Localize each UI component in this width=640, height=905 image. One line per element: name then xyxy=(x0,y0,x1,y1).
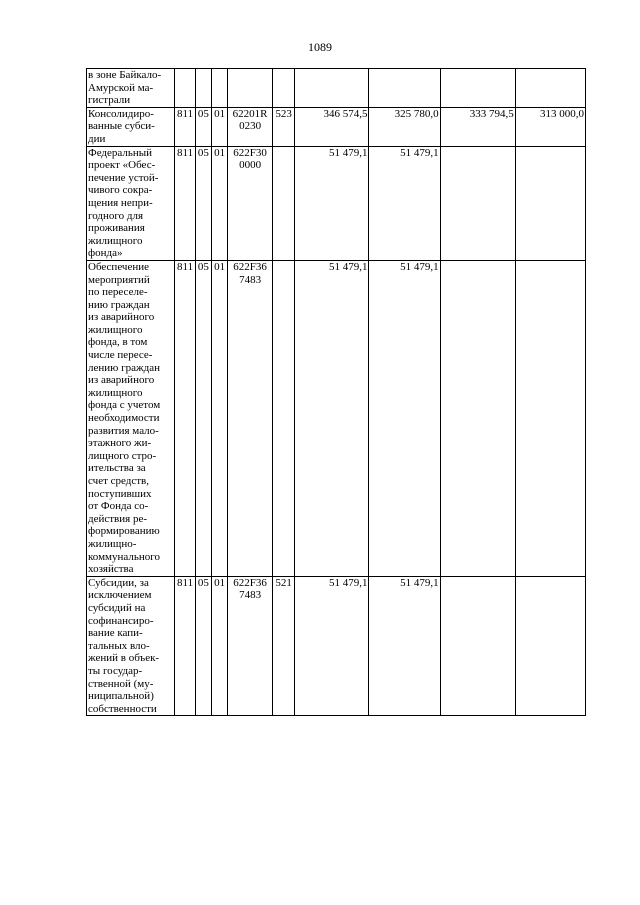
amount-cell-4 xyxy=(515,576,585,716)
table-row-consolidated-subsidies xyxy=(87,107,586,146)
row-name-line: ительства за xyxy=(88,462,146,475)
ministry-code-cell: 811 xyxy=(175,260,195,576)
budget-table xyxy=(86,68,586,716)
amount-cell-4 xyxy=(515,69,585,108)
amount-cell-3: 333 794,5 xyxy=(440,107,515,146)
target-article-line: 7483 xyxy=(239,589,262,602)
expense-type-cell: 523 xyxy=(272,107,294,146)
section-code-cell: 05 xyxy=(195,576,211,716)
row-name-line: лищного стро- xyxy=(88,449,157,462)
target-article-line: 622F30 xyxy=(233,146,267,159)
row-name-line: хозяйства xyxy=(88,563,134,576)
row-name-line: гистрали xyxy=(88,94,131,107)
target-article-line: 622F36 xyxy=(233,576,267,589)
row-name-line: исключением xyxy=(88,589,152,602)
expense-type-cell xyxy=(272,260,294,576)
row-name-line: ственной (му- xyxy=(88,677,154,690)
amount-cell-3 xyxy=(440,146,515,260)
expense-type-cell xyxy=(272,69,294,108)
expense-type-cell xyxy=(272,146,294,260)
subsection-code-cell: 01 xyxy=(211,107,227,146)
amount-cell-1: 51 479,1 xyxy=(295,146,369,260)
row-name-line: от Фонда со- xyxy=(88,500,149,513)
table-row-federal-project xyxy=(87,146,586,260)
row-name-line: этажного жи- xyxy=(88,437,152,450)
amount-cell-1: 51 479,1 xyxy=(295,260,369,576)
amount-cell-4: 313 000,0 xyxy=(515,107,585,146)
row-name-line: жений в объек- xyxy=(88,652,160,665)
row-name-line: печение устой- xyxy=(88,171,159,184)
row-name-line: Федеральный xyxy=(88,146,153,159)
row-name-line: жилищного xyxy=(88,234,143,247)
row-name-line: вание капи- xyxy=(88,627,143,640)
amount-cell-2: 325 780,0 xyxy=(369,107,440,146)
row-name-line: из аварийного xyxy=(88,311,155,324)
target-article-cell xyxy=(228,260,273,576)
row-name-line: мероприятий xyxy=(88,273,150,286)
row-name-cell xyxy=(87,146,175,260)
target-article-line: 0000 xyxy=(239,159,262,172)
ministry-code-cell: 811 xyxy=(175,107,195,146)
amount-cell-4 xyxy=(515,260,585,576)
row-name-line: дии xyxy=(88,132,106,145)
amount-cell-2: 51 479,1 xyxy=(369,146,440,260)
target-article-line: 622F36 xyxy=(233,260,267,273)
target-article-cell xyxy=(228,69,273,108)
amount-cell-2: 51 479,1 xyxy=(369,576,440,716)
ministry-code-cell: 811 xyxy=(175,576,195,716)
row-name-line: годного для xyxy=(88,209,144,222)
amount-cell-2 xyxy=(369,69,440,108)
amount-cell-3 xyxy=(440,576,515,716)
table-row-resettlement-measures xyxy=(87,260,586,576)
row-name-cell xyxy=(87,69,175,108)
amount-cell-2: 51 479,1 xyxy=(369,260,440,576)
row-name-line: поступивших xyxy=(88,487,152,500)
row-name-line: фонда» xyxy=(88,247,123,260)
row-name-line: по переселе- xyxy=(88,286,148,299)
section-code-cell: 05 xyxy=(195,260,211,576)
row-name-line: счет средств, xyxy=(88,475,149,487)
target-article-cell xyxy=(228,146,273,260)
subsection-code-cell: 01 xyxy=(211,576,227,716)
row-name-line: собственности xyxy=(88,702,157,715)
amount-cell-1: 51 479,1 xyxy=(295,576,369,716)
expense-type-cell: 521 xyxy=(272,576,294,716)
row-name-line: чивого сокра- xyxy=(88,184,153,197)
subsection-code-cell: 01 xyxy=(211,146,227,260)
row-name-line: ты государ- xyxy=(88,664,143,677)
row-name-line: нию граждан xyxy=(88,298,150,311)
ministry-code-cell: 811 xyxy=(175,146,195,260)
row-name-line: жилищного xyxy=(88,386,143,399)
row-name-line: действия ре- xyxy=(88,512,147,525)
row-name-line: жилищно- xyxy=(88,537,137,550)
target-article-line: 7483 xyxy=(239,273,262,286)
row-name-line: проект «Обес- xyxy=(88,159,156,172)
section-code-cell: 05 xyxy=(195,107,211,146)
row-name-line: в зоне Байкало- xyxy=(88,69,162,81)
row-name-line: щения непри- xyxy=(88,196,153,209)
amount-cell-3 xyxy=(440,260,515,576)
table-row-baikal-amur xyxy=(87,69,586,108)
row-name-line: фонда, в том xyxy=(88,336,148,349)
subsection-code-cell xyxy=(211,69,227,108)
row-name-cell xyxy=(87,576,175,716)
row-name-line: ниципальной) xyxy=(88,690,154,703)
target-article-line: 0230 xyxy=(239,120,262,133)
row-name-line: Субсидии, за xyxy=(88,576,149,589)
section-code-cell xyxy=(195,69,211,108)
row-name-line: субсидий на xyxy=(88,601,146,614)
amount-cell-1: 346 574,5 xyxy=(295,107,369,146)
row-name-line: развития мало- xyxy=(88,424,159,437)
ministry-code-cell xyxy=(175,69,195,108)
row-name-line: тальных вло- xyxy=(88,639,150,652)
section-code-cell: 05 xyxy=(195,146,211,260)
row-name-line: проживания xyxy=(88,222,145,235)
row-name-line: софинансиро- xyxy=(88,614,154,627)
row-name-line: фонда с учетом xyxy=(88,399,161,412)
row-name-cell xyxy=(87,260,175,576)
row-name-line: ванные субси- xyxy=(88,120,155,133)
row-name-line: Амурской ма- xyxy=(88,81,154,94)
target-article-line: 62201R xyxy=(232,107,268,120)
row-name-line: лению граждан xyxy=(88,361,160,374)
subsection-code-cell: 01 xyxy=(211,260,227,576)
amount-cell-1 xyxy=(295,69,369,108)
target-article-cell xyxy=(228,107,273,146)
row-name-line: необходимости xyxy=(88,412,160,425)
row-name-line: формированию xyxy=(88,525,160,538)
table-row-subsidies-excluding xyxy=(87,576,586,716)
row-name-cell xyxy=(87,107,175,146)
row-name-line: числе пересе- xyxy=(88,349,153,362)
row-name-line: Обеспечение xyxy=(88,260,149,273)
target-article-cell xyxy=(228,576,273,716)
amount-cell-3 xyxy=(440,69,515,108)
row-name-line: Консолидиро- xyxy=(88,107,154,120)
row-name-line: коммунального xyxy=(88,550,160,563)
row-name-line: жилищного xyxy=(88,323,143,336)
page-number: 1089 xyxy=(308,40,332,54)
row-name-line: из аварийного xyxy=(88,374,155,387)
amount-cell-4 xyxy=(515,146,585,260)
